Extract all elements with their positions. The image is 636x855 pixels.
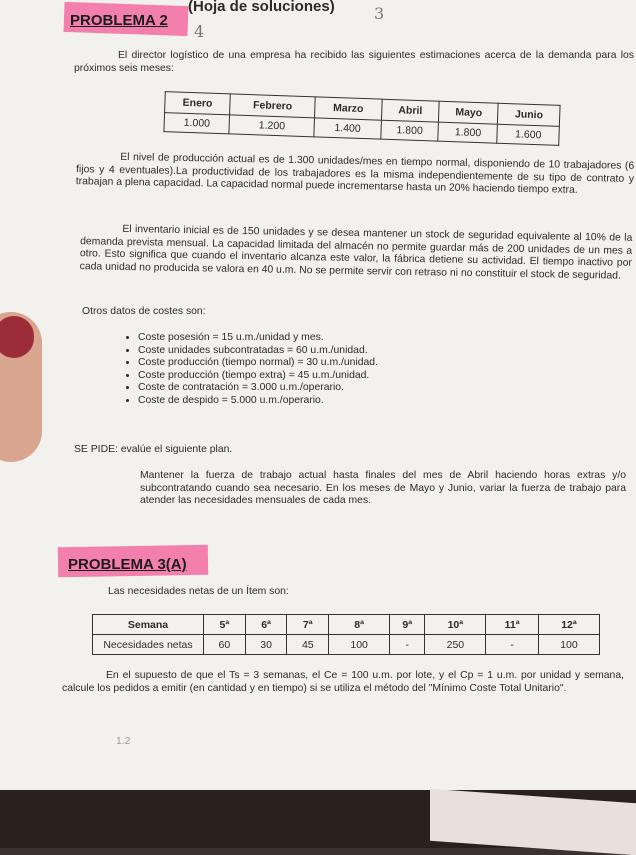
plan-paragraph: Mantener la fuerza de trabajo actual hasta finales del mes de Abril haciendo horas extras y/o subcontratando cuando sea necesario. En los meses de Mayo y Junio, variar la fuerza de trabajo para atender las necesidades mensuales de cada mes.: [140, 470, 626, 506]
week-cell: 5ª: [204, 615, 246, 635]
month-cell: Marzo: [315, 97, 382, 120]
week-cell: 9ª: [390, 615, 425, 635]
problema-3-question: En el supuesto de que el Ts = 3 semanas, el Ce = 100 u.m. por lote, y el Cp = 1 u.m. por unidad y semana, calcule los pedidos a emitir (en cantidad y en tiempo) si se utiliza el método del "Mínimo Coste Total Unitario".: [62, 670, 624, 694]
demand-table: [163, 91, 560, 146]
cost-item: • Coste de despido = 5.000 u.m./operario.: [138, 395, 378, 408]
week-cell: 10ª: [425, 615, 486, 635]
week-header-label: Semana: [93, 615, 204, 635]
demand-cell: 1.200: [229, 115, 315, 137]
needs-cell: 250: [425, 635, 486, 655]
month-cell: Abril: [381, 99, 440, 122]
month-cell: Mayo: [439, 101, 499, 124]
week-cell: 12ª: [538, 615, 599, 635]
needs-cell: 100: [329, 635, 390, 655]
problema-3-title: PROBLEMA 3(A): [68, 556, 187, 573]
se-pide-text: SE PIDE: evalúe el siguiente plan.: [74, 444, 233, 455]
cost-item: • Coste producción (tiempo normal) = 30 u.m./unidad.: [138, 357, 378, 370]
needs-label: Necesidades netas: [93, 635, 204, 655]
month-cell: Enero: [165, 92, 231, 115]
cost-item: • Coste producción (tiempo extra) = 45 u.m./unidad.: [138, 370, 378, 383]
month-cell: Febrero: [230, 94, 316, 118]
needs-row: [93, 635, 600, 655]
weeks-row: [93, 615, 600, 635]
net-needs-table: [92, 614, 600, 655]
demand-cell: 1.600: [497, 124, 559, 145]
problema-2-title: PROBLEMA 2: [70, 12, 168, 29]
header-title: (Hoja de soluciones): [188, 0, 335, 15]
demand-cell: 1.800: [438, 122, 498, 143]
needs-cell: 60: [204, 635, 246, 655]
demand-cell: 1.000: [164, 113, 230, 134]
cost-item: • Coste unidades subcontratadas = 60 u.m./unidad.: [138, 345, 378, 358]
production-paragraph: El nivel de producción actual es de 1.300 unidades/mes en tiempo normal, disponiendo de 10 trabajadores (6 fijos y 4 eventuales).La productividad de los trabajadores es la misma independientemente de su tipo de contrato y trabajan a plena capacidad. La capacidad normal puede incrementarse hasta un 20% haciendo tiempo extra.: [75, 151, 635, 196]
needs-cell: 100: [538, 635, 599, 655]
costs-list: [124, 332, 378, 408]
cost-item: • Coste de contratación = 3.000 u.m./operario.: [138, 382, 378, 395]
needs-cell: 45: [287, 635, 329, 655]
needs-cell: -: [390, 635, 425, 655]
problema-3-intro: Las necesidades netas de un Ítem son:: [108, 586, 289, 597]
problema-2-intro: El director logístico de una empresa ha recibido las siguientes estimaciones acerca de la demanda para los próximos seis meses:: [74, 50, 634, 74]
costs-heading: Otros datos de costes son:: [82, 306, 206, 317]
demand-cell: 1.800: [380, 120, 438, 141]
week-cell: 7ª: [287, 615, 329, 635]
cost-item: • Coste posesión = 15 u.m./unidad y mes.: [138, 332, 378, 345]
handwritten-mark: 3: [374, 4, 385, 23]
week-cell: 6ª: [245, 615, 287, 635]
week-cell: 11ª: [486, 615, 539, 635]
footer-mark: 1.2: [116, 736, 131, 747]
handwritten-number: 4: [194, 22, 205, 41]
week-cell: 8ª: [329, 615, 390, 635]
month-cell: Junio: [498, 103, 560, 126]
inventory-paragraph: El inventario inicial es de 150 unidades y se desea mantener un stock de seguridad equivalente al 10% de la demanda prevista mensual. La capacidad limitada del almacén no permite guardar más de 200 unidades de un mes a otro. Esto significa que cuando el inventario alcanza este valor, la fábrica detiene su actividad. El tiempo inactivo por cada unidad no producida se valora en 40 u.m. No se permite servir con retraso ni no constituir el stock de seguridad.: [79, 223, 633, 282]
demand-cell: 1.400: [314, 118, 381, 139]
needs-cell: 30: [245, 635, 287, 655]
needs-cell: -: [486, 635, 539, 655]
